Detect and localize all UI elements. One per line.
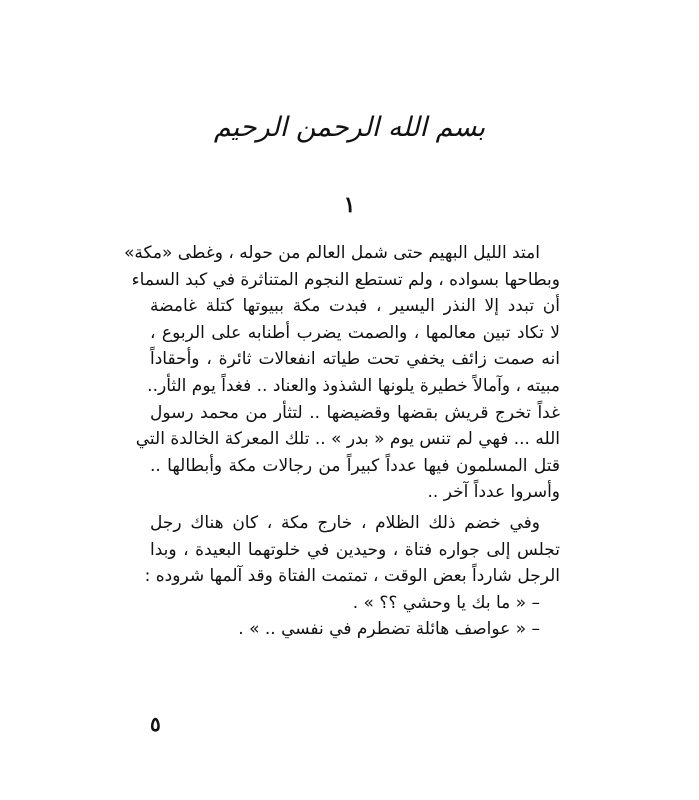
paragraph [123,240,560,506]
text-line: وفي خضم ذلك الظلام ، خارج مكة ، كان هناك رجل [150,512,540,533]
text-line: مبيته ، وآمالاً خطيرة يلونها الشذوذ والعناد .. فغداً يوم الثأر.. [147,375,560,396]
paragraph [144,510,560,590]
text-line: لا تكاد تبين معالمها ، والصمت يضرب أطنابه على الربوع ، [150,322,560,343]
dialogue-line: – « ما بك يا وحشي ؟؟ » . [352,592,540,613]
text-line: الرجل شارداً بعض الوقت ، تمتمت الفتاة وقد آلمها شروده : [144,566,560,587]
text-line: غداً تخرج قريش بقضها وقضيضها .. لتثأر من محمد رسول [150,402,560,423]
basmala-heading: بسم الله الرحمن الرحيم [213,112,486,143]
text-line: انه صمت زائف يخفي تحت طياته انفعالات ثائرة ، وأحقاداً [150,349,560,370]
chapter-number: ١ [343,192,356,218]
text-line: الله ... فهي لم تنس يوم « بدر » .. تلك المعركة الخالدة التي [135,429,560,450]
chapter-body [123,240,560,643]
text-line: وبطاحها بسواده ، ولم تستطع النجوم المتناثرة في كبد السماء [131,269,560,290]
page-number: ٥ [150,712,161,736]
text-line: امتد الليل البهيم حتى شمل العالم من حوله ، وغطى «مكة» [123,243,540,263]
dialogue-block [150,590,560,643]
text-line: أن تبدد إلا النذر اليسير ، فبدت مكة ببيوتها كتلة غامضة [150,296,560,317]
text-line: قتل المسلمون فيها عدداً كبيراً من رجالات مكة وأبطالها .. [150,455,560,476]
dialogue-line: – « عواصف هائلة تضطرم في نفسي .. » . [238,619,540,640]
text-line: تجلس إلى جواره فتاة ، وحيدين في خلوتهما البعيدة ، وبدا [150,539,560,560]
text-line: وأسروا عدداً آخر .. [427,482,560,503]
